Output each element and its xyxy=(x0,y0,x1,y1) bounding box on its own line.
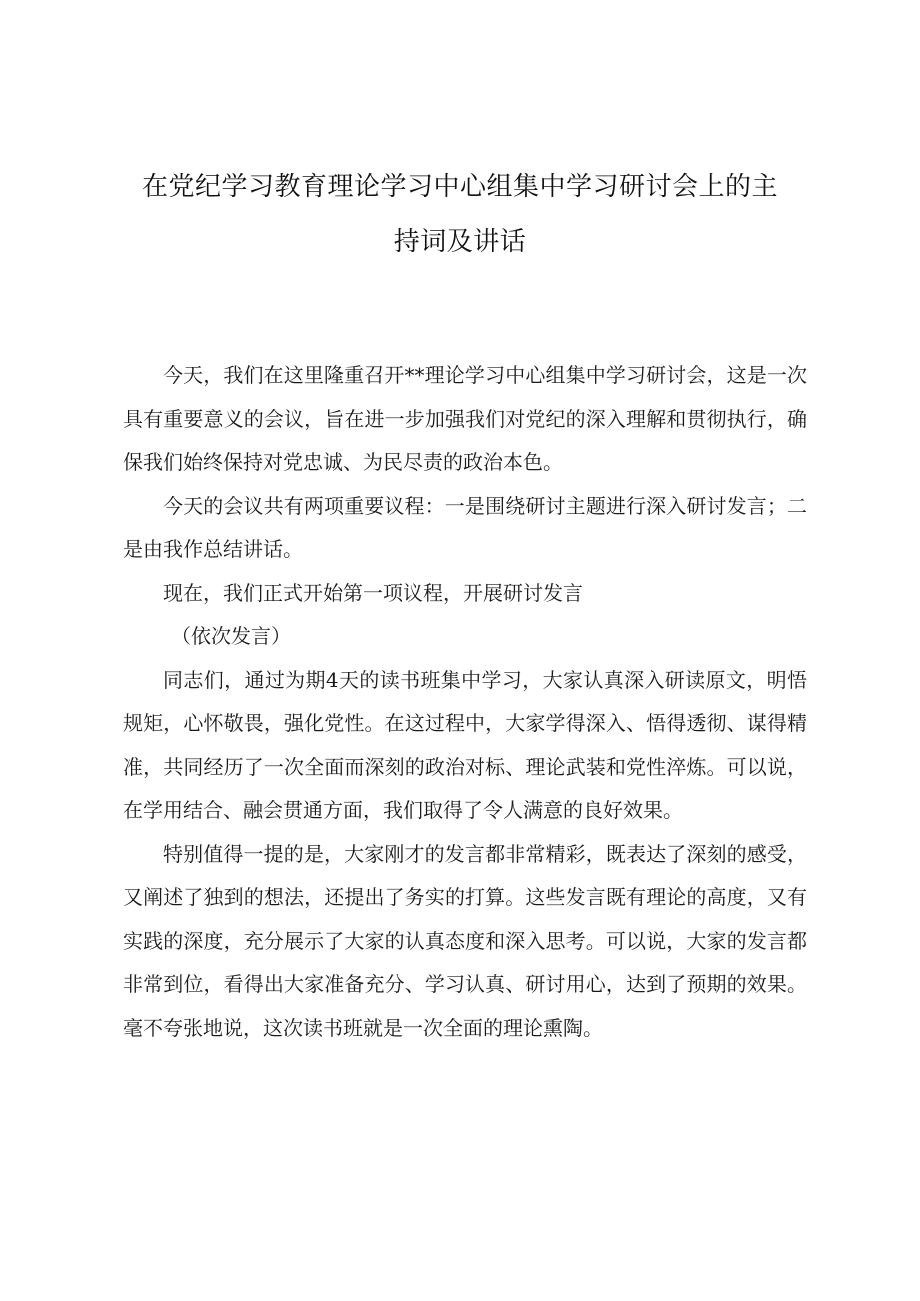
title-line-2: 持词及讲话 xyxy=(393,227,527,257)
page-title xyxy=(120,160,800,270)
paragraph-study-summary: 同志们，通过为期4天的读书班集中学习，大家认真深入研读原文，明悟规矩，心怀敬畏，强化党性。在这过程中，大家学得深入、悟得透彻、谋得精准，共同经历了一次全面而深刻的政治对标、理论武装和党性淬炼。可以说，在学用结合、融会贯通方面，我们取得了令人满意的良好效果。 xyxy=(123,667,807,822)
title-line-1: 在党纪学习教育理论学习中心组集中学习研讨会上的主 xyxy=(141,172,778,202)
paragraph-start-discussion: 现在，我们正式开始第一项议程，开展研讨发言 xyxy=(163,580,583,605)
paragraph-agenda: 今天的会议共有两项重要议程：一是围绕研讨主题进行深入研讨发言；二是由我作总结讲话。 xyxy=(123,493,807,561)
paragraph-opening: 今天，我们在这里隆重召开**理论学习中心组集中学习研讨会，这是一次具有重要意义的会议，旨在进一步加强我们对党纪的深入理解和贯彻执行，确保我们始终保持对党忠诚、为民尽责的政治本色。 xyxy=(123,363,807,474)
document-body xyxy=(123,354,807,1050)
paragraph-speech-review: 特别值得一提的是，大家刚才的发言都非常精彩，既表达了深刻的感受，又阐述了独到的想法，还提出了务实的打算。这些发言既有理论的高度，又有实践的深度，充分展示了大家的认真态度和深入思考。可以说，大家的发言都非常到位，看得出大家准备充分、学习认真、研讨用心，达到了预期的效果。毫不夸张地说，这次读书班就是一次全面的理论熏陶。 xyxy=(123,841,807,1040)
paragraph-speaking-note: （依次发言） xyxy=(171,624,291,648)
